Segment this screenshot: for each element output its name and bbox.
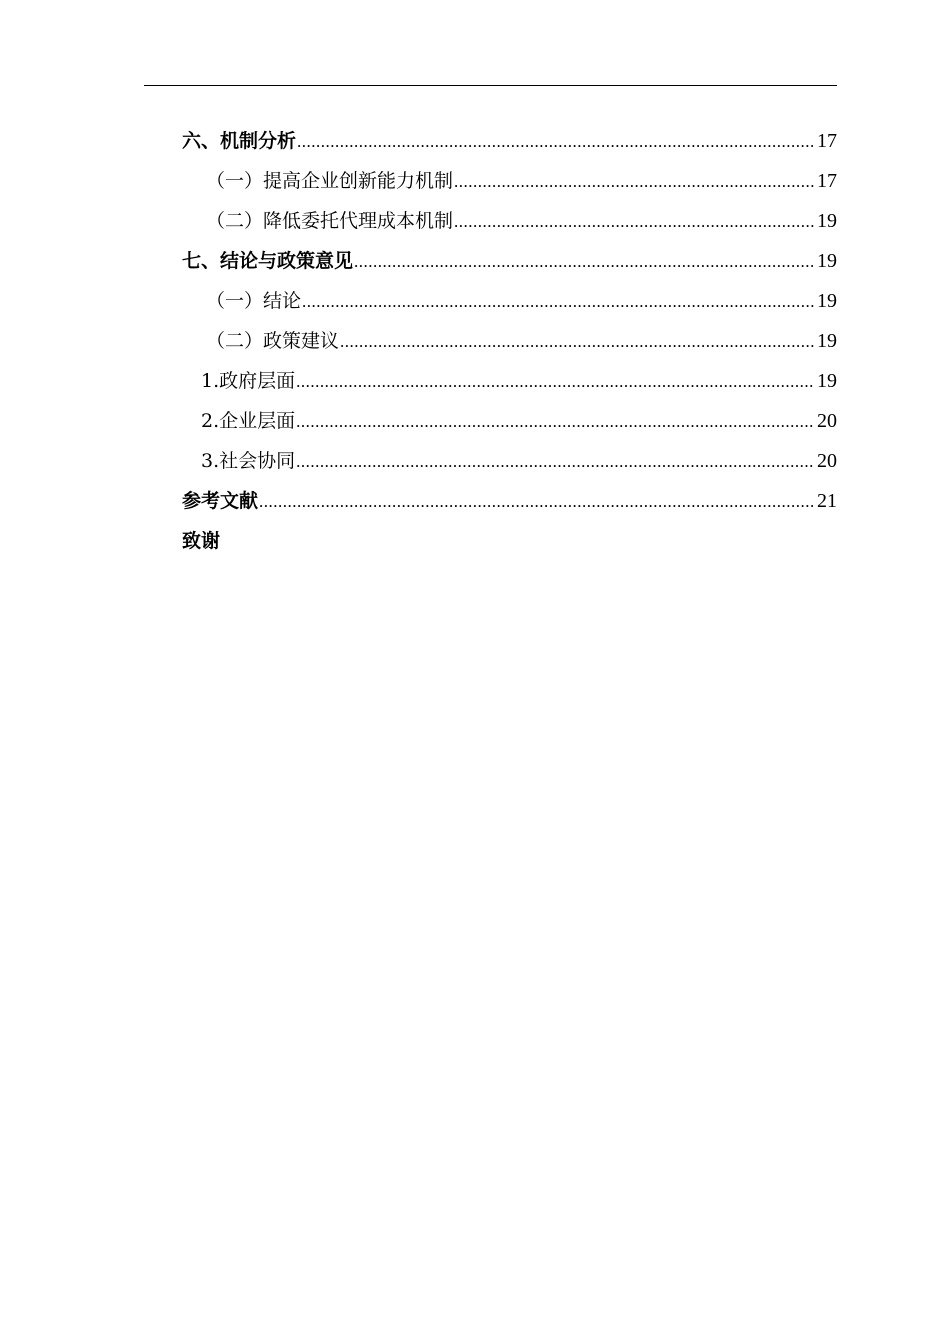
toc-leader-dots [296,402,815,442]
toc-entry-page: 21 [817,490,837,512]
toc-leader-dots [340,322,815,362]
toc-entry[interactable] [182,481,837,521]
toc-entry-title: 六、机制分析 [182,130,297,152]
toc-entry-title: 七、结论与政策意见 [182,250,354,272]
toc-entry-page: 17 [817,130,837,152]
toc-entry-page: 17 [817,170,837,192]
toc-entry-page: 19 [817,290,837,312]
toc-leader-dots [297,122,815,162]
toc-entry[interactable] [182,321,837,361]
toc-leader-dots [259,482,815,522]
toc-leader-dots [354,242,815,282]
toc-entry[interactable] [182,201,837,241]
toc-entry-title: 3.社会协同 [201,450,296,472]
toc-entry-title: 参考文献 [182,490,259,512]
table-of-contents [182,121,837,561]
toc-leader-dots [296,362,815,402]
toc-entry-page: 19 [817,210,837,232]
toc-entry[interactable] [182,241,837,281]
toc-entry[interactable] [182,361,837,401]
header-rule [144,85,837,86]
toc-entry-page: 19 [817,370,837,392]
toc-leader-dots [302,282,815,322]
toc-entry[interactable] [182,281,837,321]
toc-leader-dots [454,162,815,202]
toc-entry-page: 20 [817,450,837,472]
toc-entry-title: （一）结论 [206,290,302,312]
toc-entry[interactable] [182,121,837,161]
toc-entry-title: 致谢 [182,530,221,552]
toc-entry-title: 2.企业层面 [201,410,296,432]
toc-entry-page: 19 [817,330,837,352]
toc-leader-dots [454,202,815,242]
toc-leader-dots [296,442,815,482]
toc-entry-page: 20 [817,410,837,432]
toc-entry[interactable] [182,401,837,441]
toc-entry-title: （二）政策建议 [206,330,340,352]
toc-entry-page: 19 [817,250,837,272]
toc-entry-title: （二）降低委托代理成本机制 [206,210,454,232]
toc-entry[interactable] [182,521,837,561]
toc-entry-title: 1.政府层面 [201,370,296,392]
toc-entry[interactable] [182,441,837,481]
toc-entry[interactable] [182,161,837,201]
toc-entry-title: （一）提高企业创新能力机制 [206,170,454,192]
